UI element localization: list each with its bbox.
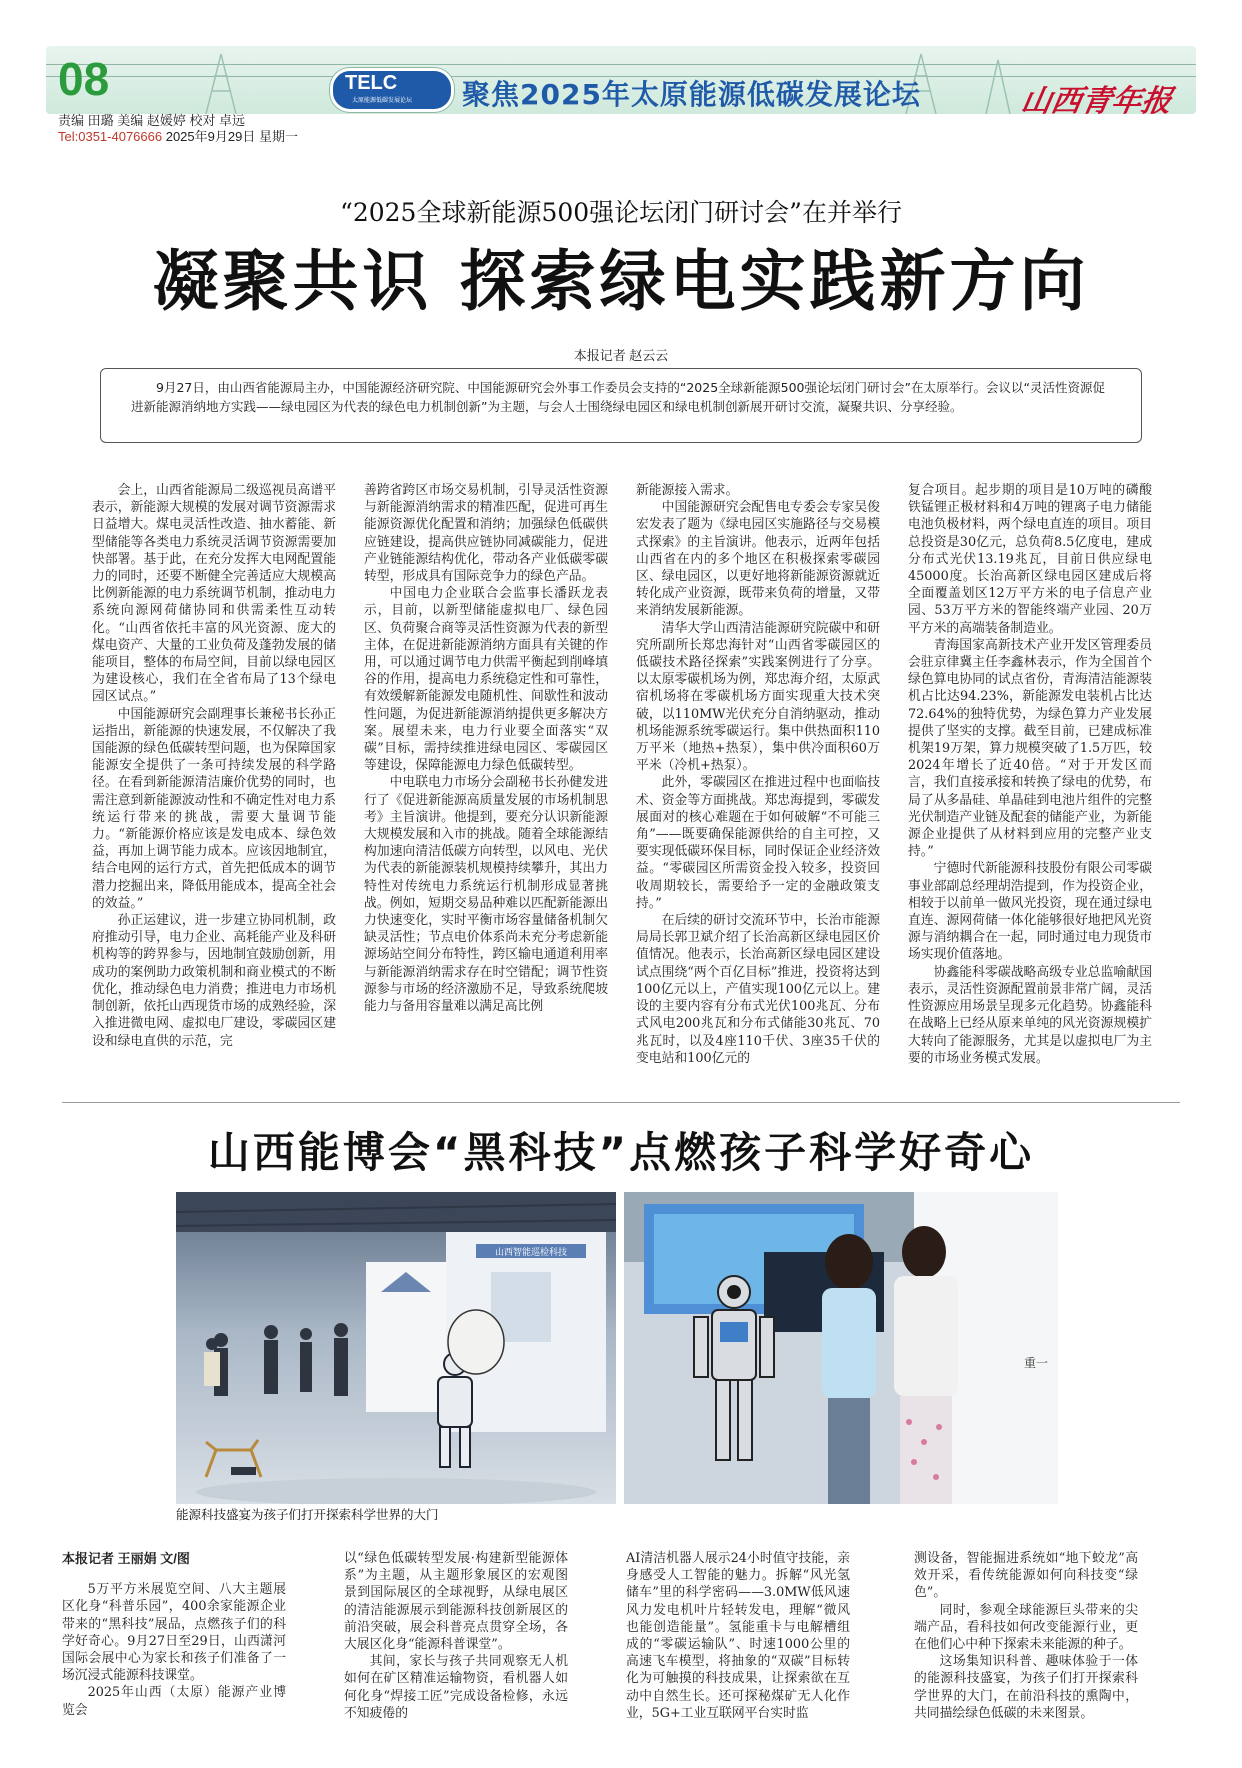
- robot-exhibit-photo: [624, 1192, 1058, 1504]
- article2-column-3: [626, 1550, 850, 1750]
- newspaper-masthead: 山西青年报: [1018, 84, 1175, 119]
- paragraph: 会上，山西省能源局二级巡视员高谱平表示，新能源大规模的发展对调节资源需求日益增大。煤电灵活性改造、抽水蓄能、新型储能等各类电力系统灵活调节资源需要加快部署。基于此，在充分发挥大电网配置能力的同时，还要不断健全完善适应大规模高比例新能源的电力系统调节机制，推动电力系统向源网荷储协同和供需柔性互动转化。“山西省依托丰富的风光资源、庞大的煤电资产、大量的工业负荷及蓬勃发展的储能项目，整体的布局空间，目前以绿电园区为建设核心，我们在全省布局了13个绿电园区试点。”: [92, 483, 336, 705]
- paragraph: 宁德时代新能源科技股份有限公司零碳事业部副总经理胡浩提到，作为投资企业，相较于以前单一做风光投资，现在通过绿电直连、源网荷储一体化能够很好地把风光资源与消纳耦合在一起，同时通过电力现货市场实现价值落地。: [908, 861, 1152, 963]
- paragraph: 测设备，智能掘进系统如“地下蛟龙”高效开采，看传统能源如何向科技变“绿色”。: [914, 1551, 1138, 1601]
- paragraph: 中国电力企业联合会监事长潘跃龙表示，目前，以新型储能虚拟电厂、绿色园区、负荷聚合商等灵活性资源为代表的新型主体，在促进新能源消纳方面具有关键的作用，可以通过调节电力供需平衡起到削峰填谷的作用，提高电力系统稳定性和可靠性，有效缓解新能源发电随机性、间歇性和波动性问题，为促进新能源消纳提供更多解决方案。展望未来，电力行业要全面落实“双碳”目标，需持续推进绿电园区、零碳园区等建设，保障能源电力绿色低碳转型。: [364, 586, 608, 774]
- paragraph: 中国能源研究会配售电专委会专家吴俊宏发表了题为《绿电园区实施路径与交易模式探索》的主旨演讲。他表示，近两年包括山西省在内的多个地区在积极探索零碳园区、绿电园区，以更好地将新能源资源就近转化成产业资源，既带来负荷的增量，又带来消纳发展新能源。: [636, 500, 880, 619]
- article-column-3: [636, 482, 880, 1102]
- article-byline: 本报记者 赵云云: [573, 348, 669, 363]
- article2-headline: 山西能博会“黑科技”点燃孩子科学好奇心: [207, 1128, 1035, 1177]
- paragraph: 青海国家高新技术产业开发区管理委员会驻京律冀主任李鑫林表示，作为全国首个绿色算电协同的试点省份，青海清洁能源装机占比达94.23%，新能源发电装机占比达72.64%的独特优势，为绿色算力产业发展提供了坚实的支撑。截至目前，已建成标准机架19万架，算力规模突破了1.5万匹，较2024年增长了近40倍。“对于开发区而言，我们直接承接和转换了绿电的优势，布局了从多晶硅、单晶硅到电池片组件的完整光伏制造产业链及配套的储能产业，为新能源企业提供了从材料到应用的完整产业支持。”: [908, 637, 1152, 860]
- editor-credits: 责编 田璐 美编 赵媛婷 校对 卓远: [58, 113, 246, 128]
- section-title: 聚焦2025年太原能源低碳发展论坛: [462, 78, 921, 111]
- article-lead: [100, 368, 1142, 443]
- paragraph: 5万平方米展览空间、八大主题展区化身“科普乐园”，400余家能源企业带来的“黑科技”展品，点燃孩子们的科学好奇心。9月27日至29日，山西潇河国际会展中心为家长和孩子们准备了一场沉浸式能源科技课堂。: [62, 1582, 286, 1684]
- telc-logo-subtext: 太原能源低碳发展论坛: [352, 98, 413, 104]
- paragraph: 2025年山西（太原）能源产业博览会: [62, 1685, 286, 1718]
- paragraph: 孙正运建议，进一步建立协同机制，政府推动引导，电力企业、高耗能产业及科研机构等的跨界参与，因地制宜鼓励创新，用成功的案例助力政策机制和商业模式的不断优化，推动绿色电力消费；推进电力市场机制创新，依托山西现货市场的成熟经验，深入推进微电网、虚拟电厂建设，零碳园区建设和绿电直供的示范，完: [92, 913, 336, 1049]
- paragraph: 复合项目。起步期的项目是10万吨的磷酸铁锰锂正极材料和4万吨的锂离子电力储能电池负极材料，两个绿电直连的项目。项目总投资是30亿元，总负荷8.5亿度电，建成分布式光伏13.19兆瓦，目前日供应绿电45000度。长治高新区绿电园区建成后将全面覆盖划区12万平方米的电子信息产业园、53万平方米的智能终端产业园、20万平方米的高端装备制造业。: [908, 483, 1152, 636]
- article2-byline: 本报记者 王丽娟 文/图: [62, 1551, 190, 1566]
- paragraph: 在后续的研讨交流环节中，长治市能源局局长郭卫斌介绍了长治高新区绿电园区价值情况。他表示，长治高新区绿电园区建设试点围绕“两个百亿目标”推进，投资将达到100亿元以上，产值实现100亿元以上。建设的主要内容有分布式光伏100兆瓦、分布式风电200兆瓦和分布式储能30兆瓦、70兆瓦时，以及4座110千伏、3座35千伏的变电站和100亿元的: [636, 913, 880, 1066]
- paragraph: 此外，零碳园区在推进过程中也面临技术、资金等方面挑战。郑忠海提到，零碳发展面对的核心难题在于如何破解“不可能三角”——既要确保能源供给的自主可控，又要实现低碳环保目标，同时保证企业经济效益。“零碳园区所需资金投入较多，投资回收周期较长，需要给予一定的金融政策支持。”: [636, 775, 880, 911]
- telephone: Tel:0351-4076666: [58, 129, 163, 144]
- article2-column-2: [344, 1550, 568, 1750]
- telc-logo-text: TELC: [345, 72, 398, 94]
- paragraph: 中电联电力市场分会副秘书长孙健发进行了《促进新能源高质量发展的市场机制思考》主旨演讲。他提到，要充分认识新能源大规模发展和入市的挑战。随着全球能源结构加速向清洁低碳方向转型，以风电、光伏为代表的新能源装机规模持续攀升，其出力特性对传统电力系统运行机制形成显著挑战。例如，短期交易品种难以匹配新能源出力快速变化，实时平衡市场容量储备机制欠缺灵活性；节点电价体系尚未充分考虑新能源场站空间分布特性，跨区输电通道利用率与新能源消纳需求存在时空错配；调节性资源参与市场的经济激励不足，导致系统爬坡能力与备用容量难以满足高比例: [364, 775, 608, 1015]
- article2-column-1: [62, 1550, 286, 1750]
- lead-text: 9月27日，由山西省能源局主办，中国能源经济研究院、中国能源研究会外事工作委员会支持的“2025全球新能源500强论坛闭门研讨会”在太原举行。会议以“灵活性资源促进新能源消纳地方实践——绿电园区为代表的绿色电力机制创新”为主题，与会人士围绕绿电园区和绿电机制创新展开研讨交流，凝聚共识、分享经验。: [131, 380, 1105, 414]
- article-column-4: [908, 482, 1152, 1102]
- paragraph: 同时，参观全球能源巨头带来的尖端产品，看科技如何改变能源行业，更在他们心中种下探索未来能源的种子。: [914, 1602, 1138, 1653]
- article-column-1: [92, 482, 336, 1102]
- article-column-2: [364, 482, 608, 1102]
- section-divider: [62, 1102, 1180, 1103]
- booth-sign: 山西智能巡检科技: [494, 1248, 568, 1258]
- page-number: 08: [58, 53, 110, 105]
- issue-date: 2025年9月29日 星期一: [165, 129, 298, 144]
- paragraph: AI清洁机器人展示24小时值守技能，亲身感受人工智能的魅力。拆解“风光氢储车”里的科学密码——3.0MW低风速风力发电机叶片轻转发电，理解“微风也能创造能量”。氢能重卡与电解槽组成的“零碳运输队”、时速1000公里的高速飞车模型，将抽象的“双碳”目标转化为可触摸的科技成果，让探索欲在互动中自然生长。还可探秘煤矿无人化作业，5G+工业互联网平台实时监: [626, 1551, 850, 1721]
- article2-column-4: [914, 1550, 1138, 1750]
- paragraph: 清华大学山西清洁能源研究院碳中和研究所副所长郑忠海针对“山西省零碳园区的低碳技术路径探索”实践案例进行了分享。以太原零碳机场为例，郑忠海介绍，太原武宿机场将在零碳机场方面实现重大技术突破，以110MW光伏充分自消纳驱动，推动机场能源系统零碳运行。集中供热面积110万平米（地热+热泵），集中供冷面积60万平米（冷机+热泵）。: [636, 620, 880, 774]
- paragraph: 其间，家长与孩子共同观察无人机如何在矿区精准运输物资，看机器人如何化身“焊接工匠”完成设备检修，永远不知疲倦的: [344, 1654, 568, 1721]
- paragraph: 新能源接入需求。: [636, 483, 739, 498]
- exhibition-hall-photo: [176, 1192, 616, 1504]
- paragraph: 以“绿色低碳转型发展·构建新型能源体系”为主题，从主题形象展区的宏观图景到国际展区的全球视野，从绿电展区的清洁能源展示到能源科技创新展区的前沿突破，展会科普亮点贯穿全场，各大展区化身“能源科普课堂”。: [344, 1551, 568, 1653]
- paragraph: 协鑫能科零碳战略高级专业总监喻献国表示，灵活性资源配置前景非常广阔，灵活性资源应用场景呈现多元化趋势。协鑫能科在战略上已经从原来单纯的风光资源规模扩大转向了能源服务，尤其是以虚拟电厂为主要的市场业务模式发展。: [908, 964, 1152, 1066]
- paragraph: 中国能源研究会副理事长兼秘书长孙正运指出，新能源的快速发展，不仅解决了我国能源的绿色低碳转型问题，也为保障国家能源安全提供了一条可持续发展的科学路径。在看到新能源清洁廉价优势的同时，也需注意到新能源波动性和不确定性对电力系统运行带来的挑战，需要大量调节能力。“新能源价格应该是发电成本、绿色效益，再加上调节能力成本。应该因地制宜，结合电网的运行方式，首先把低成本的调节潜力挖掘出来，降低用能成本，提高全社会的效益。”: [92, 706, 336, 911]
- paragraph: 善跨省跨区市场交易机制，引导灵活性资源与新能源消纳需求的精准匹配，促进可再生能源资源优化配置和消纳；加强绿色低碳供应链建设，提高供应链协同减碳能力，促进产业链能源结构优化，带动各产业低碳零碳转型，形成具有国际竞争力的绿色产品。: [364, 483, 608, 585]
- photo-caption: 能源科技盛宴为孩子们打开探索科学世界的大门: [176, 1507, 439, 1522]
- dateline: [58, 126, 298, 145]
- article-kicker: “2025全球新能源500强论坛闭门研讨会”在并举行: [340, 198, 902, 227]
- exhibit-sign: 重一: [1024, 1356, 1049, 1370]
- article-headline: 凝聚共识 探索绿电实践新方向: [152, 243, 1090, 320]
- paragraph: 这场集知识科普、趣味体验于一体的能源科技盛宴，为孩子们打开探索科学世界的大门，在前沿科技的熏陶中，共同描绘绿色低碳的未来图景。: [914, 1654, 1138, 1721]
